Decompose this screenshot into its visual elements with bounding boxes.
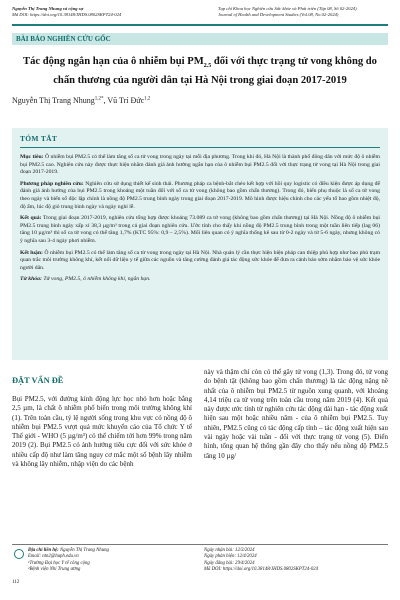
abstract-methods xyxy=(20,181,380,211)
author-2-affil: 1,2 xyxy=(144,96,151,102)
footer-dates xyxy=(204,548,388,573)
results-text: Trong giai đoạn 2017-2019, nghiên cứu tổng hợp được khoảng 73.089 ca tử vong (không bao gồm chấn thương) tại Hà Nội. Nồng độ ô nhiễm bụi PM2.5 trung bình ngày xấp xỉ 38,3 µg/m³ trong cả giai đoạn nghiên cứu. Ước tính cho thấy khi nồng độ PM2.5 trung bình trong một tuần liên tiếp (lag 06) tăng 10 µg/m³ thì số ca tử vong có thể tăng 1,7% (KTC 95%: 0,9 – 2,5%). Mối liên quan có ý nghĩa thống kê sau từ 0-2 ngày và từ 5-6 ngày, nhưng không có ý nghĩa sau 3-4 ngày phơi nhiễm. xyxy=(20,215,380,244)
author-separator: , xyxy=(103,96,108,105)
header-left xyxy=(12,6,121,26)
page-number: 112 xyxy=(12,580,20,585)
header-author: Nguyễn Thị Trang Nhung và cộng sự xyxy=(12,6,84,11)
body-column-left xyxy=(12,368,192,469)
header-divider xyxy=(12,24,388,26)
corr-name: Nguyễn Thị Trang Nhung xyxy=(58,548,109,553)
objective-text: Ô nhiễm bụi PM2.5 có thể làm tăng số ca tử vong trong ngày tại mỗi địa phương. Trong khi đó, Hà Nội là thành phố đông dân với mức độ ô nhiễm bụi PM2.5 cao. Nghiên cứu này được thực hiện nhằm đánh giá ảnh hưởng ngắn hạn của ô nhiễm bụi PM2.5 đối với thực trạng tử vong tại Hà Nội trong giai đoạn 2017-2019. xyxy=(20,154,380,176)
affiliation-1: ¹Trường Đại học Y tế công cộng xyxy=(28,560,90,566)
objective-label: Mục tiêu: xyxy=(20,154,44,160)
section-tag: BÀI BÁO NGHIÊN CỨU GỐC xyxy=(12,33,388,45)
author-2: Vũ Trí Đức xyxy=(107,96,145,105)
footer-divider xyxy=(12,544,388,545)
title-part2: đối với thực trạng tử vong không do chấn thương của người dân tại Hà Nội trong giai đoạn 2017-2019 xyxy=(53,56,377,86)
header-journal-vn: Tạp chí Khoa học Nghiên cứu Sức khỏe và Phát triển (Tập 08, Số 02-2024) xyxy=(218,6,357,11)
corr-email: Email: ntn2@huph.edu.vn xyxy=(28,554,79,560)
page-header xyxy=(12,6,388,26)
date-revised: Ngày phản biện: 12/4/2024 xyxy=(204,554,257,560)
corr-label: Địa chỉ liên hệ: xyxy=(28,548,59,553)
abstract-keywords xyxy=(20,276,380,284)
abstract-objective xyxy=(20,154,380,177)
author-1: Nguyễn Thị Trang Nhung xyxy=(12,96,95,105)
results-label: Kết quả: xyxy=(20,215,42,222)
conclusion-label: Kết luận: xyxy=(20,249,43,256)
intro-paragraph-left: Bụi PM2.5, với đường kính động lực học nhỏ hơn hoặc bằng 2,5 µm, là chất ô nhiễm phổ biến trong môi trường không khí (1). Trên toàn cầu, tỷ lệ người sống trong khu vực có nồng độ ô nhiễm bụi PM2.5 vượt quá mức khuyến cáo của Tổ chức Y tế Thế giới - WHO (5 µg/m³) có thể chiếm tới hơn 99% trong năm 2019 (2). Bụi PM2.5 có ảnh hưởng tiêu cực đối với sức khỏe ở nhiều cấp độ như làm tăng nguy cơ mắc một số bệnh lây nhiễm và không lây nhiễm, nhập viện do các bệnh xyxy=(12,395,192,469)
methods-label: Phương pháp nghiên cứu: xyxy=(20,180,84,187)
body-column-right xyxy=(204,368,388,461)
author-list xyxy=(12,96,388,105)
abstract-box xyxy=(12,128,388,360)
keywords-text: Tử vong, PM2.5, ô nhiễm không khí, ngắn hạn. xyxy=(41,276,151,283)
header-journal-en: Journal of Health and Development Studies (Vol.08, No.02-2024) xyxy=(218,12,339,17)
author-1-affil: 1,2* xyxy=(94,96,104,102)
footer-doi: Mã DOI: https://doi.org/10.38148/JHDS.0802SKPT24-024 xyxy=(204,566,319,572)
article-title xyxy=(12,55,388,87)
abstract-divider xyxy=(20,147,380,148)
affiliation-2: ²Bệnh viện Nhi Trung ương xyxy=(28,566,81,572)
methods-text: Nghiên cứu sử dụng thiết kế sinh thái. Phương pháp ca bệnh-bắt chéo kết hợp với hồi quy logistic có điều kiện được áp dụng để đánh giá ảnh hưởng của bụi PM2.5 trong khoảng một tuần đối với số ca tử vong (không bao gồm chấn thương). Trong đó, biến phụ thuộc là số ca tử vong theo ngày và biến số độc lập chính là nồng độ PM2.5 trung bình ngày trong giai đoạn 2017-2019. Mô hình được hiệu chỉnh cho các yếu tố bao gồm nhiệt độ, độ ẩm, lúc độ gió trung bình ngày và ngày nghỉ lễ. xyxy=(20,180,380,210)
header-right xyxy=(218,6,388,26)
abstract-results xyxy=(20,215,380,245)
date-received: Ngày nhận bài: 12/3/2024 xyxy=(204,548,255,553)
title-sub: 2.5 xyxy=(203,63,212,70)
footer-contact xyxy=(12,548,192,573)
abstract-heading: TÓM TẮT xyxy=(20,134,58,143)
intro-heading: ĐẶT VẤN ĐỀ xyxy=(12,376,64,385)
conclusion-text: Ô nhiễm bụi PM2.5 có thể làm tăng số ca tử vong trong ngày tại Hà Nội. Nhà quản lý cần thực hiện biện pháp can thiệp phù hợp như bao phủ trạm quan trắc môi trường không khí, kết nối dữ liệu y tế giữa các nguồn và tăng cường đánh giá tác động sức khỏe để đưa ra cảnh báo sớm nhằm bảo vệ sức khỏe người dân. xyxy=(20,249,380,271)
abstract-conclusion xyxy=(20,250,380,273)
header-doi: Mã DOI: https://doi.org/10.38148/JHDS.0802SKPT24-024 xyxy=(12,12,122,17)
keywords-label: Từ khóa: xyxy=(20,276,42,283)
date-accepted: Ngày đăng bài: 29/4/2024 xyxy=(204,560,255,566)
title-part1: Tác động ngắn hạn của ô nhiễm bụi PM xyxy=(23,56,204,67)
intro-paragraph-right: này và thậm chí còn có thể gây tử vong (1,3). Trong đó, tử vong do bệnh tật (không bao gồm chấn thương) là tác động nặng nề nhất của ô nhiễm bụi PM2.5 từ nguồn xung quanh, với khoảng 4,14 triệu ca tử vong trên toàn cầu trong năm 2019 (4). Kết quả này được ước tính từ nghiên cứu tác động dài hạn - tác động xuất hiện sau một hoặc nhiều năm - của ô nhiễm bụi PM2.5. Tuy nhiên, PM2.5 cũng có tác động cấp tính – tác động xuất hiện sau vài ngày hoặc vài tuần - đối với thực trạng tử vong (5). Điển hình, tổng quan hệ thống gần đây cho thấy nếu nồng độ PM2.5 tăng 10 µg/ xyxy=(204,368,388,460)
